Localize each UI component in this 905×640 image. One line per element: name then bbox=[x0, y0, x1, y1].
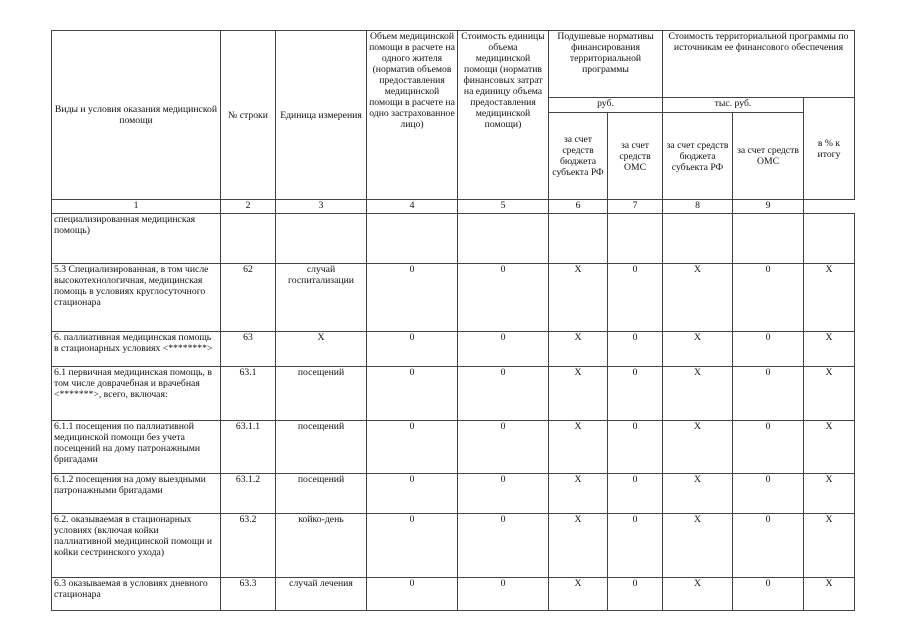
table-row bbox=[52, 578, 855, 611]
row-name: 6.3 оказываемая в условиях дневного стационара bbox=[52, 578, 221, 611]
row-name: специализированная медицинская помощь) bbox=[52, 214, 221, 264]
row-name: 6.2. оказываемая в стационарных условиях (включая койки паллиативной медицинской помощи и койки сестринского ухода) bbox=[52, 514, 221, 578]
volume-value: 0 bbox=[367, 421, 458, 474]
row-unit: койко-день bbox=[276, 514, 367, 578]
total-budget: X bbox=[663, 474, 733, 514]
column-number: 7 bbox=[608, 200, 663, 214]
document-page bbox=[51, 30, 855, 611]
per-capita-oms bbox=[608, 214, 663, 264]
cost-value: 0 bbox=[458, 332, 549, 367]
per-capita-budget: X bbox=[549, 514, 608, 578]
total-budget: X bbox=[663, 421, 733, 474]
total-percent: X bbox=[804, 367, 855, 421]
header-budget-total: за счет средств бюджета субъекта РФ bbox=[663, 113, 733, 200]
row-unit: посещений bbox=[276, 421, 367, 474]
header-row-number: № строки bbox=[221, 31, 276, 200]
total-oms: 0 bbox=[733, 514, 804, 578]
cost-value: 0 bbox=[458, 367, 549, 421]
total-percent: X bbox=[804, 421, 855, 474]
financing-table bbox=[51, 30, 855, 611]
row-unit: случай госпитализации bbox=[276, 264, 367, 332]
total-budget: X bbox=[663, 578, 733, 611]
per-capita-budget: X bbox=[549, 367, 608, 421]
total-percent: X bbox=[804, 514, 855, 578]
column-number: 2 bbox=[221, 200, 276, 214]
table-row bbox=[52, 214, 855, 264]
total-oms: 0 bbox=[733, 264, 804, 332]
header-oms-total: за счет средств ОМС bbox=[733, 113, 804, 200]
total-oms: 0 bbox=[733, 474, 804, 514]
volume-value: 0 bbox=[367, 332, 458, 367]
header-per-capita: Подушевые нормативы финансирования территориальной программы bbox=[549, 31, 663, 98]
header-unit: Единица измерения bbox=[276, 31, 367, 200]
volume-value: 0 bbox=[367, 578, 458, 611]
row-name: 5.3 Специализированная, в том числе высокотехнологичная, медицинская помощь в условиях круглосуточного стационара bbox=[52, 264, 221, 332]
row-number bbox=[221, 214, 276, 264]
total-budget: X bbox=[663, 264, 733, 332]
row-name: 6.1.1 посещения по паллиативной медицинской помощи без учета посещений на дому патронажными бригадами bbox=[52, 421, 221, 474]
column-number: 6 bbox=[549, 200, 608, 214]
per-capita-oms: 0 bbox=[608, 421, 663, 474]
header-percent: в % к итогу bbox=[804, 98, 855, 200]
header-thous-rub: тыс. руб. bbox=[663, 98, 804, 113]
row-name: 6.1.2 посещения на дому выездными патронажными бригадами bbox=[52, 474, 221, 514]
table-row bbox=[52, 264, 855, 332]
row-name: 6.1 первичная медицинская помощь, в том числе доврачебная и врачебная <*******>, всего, включая: bbox=[52, 367, 221, 421]
row-number: 63.1 bbox=[221, 367, 276, 421]
header-territorial: Стоимость территориальной программы по источникам ее финансового обеспечения bbox=[663, 31, 855, 98]
volume-value bbox=[367, 214, 458, 264]
row-name: 6. паллиативная медицинская помощь в стационарных условиях <********> bbox=[52, 332, 221, 367]
per-capita-oms: 0 bbox=[608, 514, 663, 578]
column-number: 4 bbox=[367, 200, 458, 214]
column-number: 5 bbox=[458, 200, 549, 214]
volume-value: 0 bbox=[367, 474, 458, 514]
cost-value: 0 bbox=[458, 421, 549, 474]
row-unit: X bbox=[276, 332, 367, 367]
table-row bbox=[52, 367, 855, 421]
header-row-1 bbox=[52, 31, 855, 98]
row-number: 63.1.1 bbox=[221, 421, 276, 474]
table-row bbox=[52, 332, 855, 367]
column-number: 3 bbox=[276, 200, 367, 214]
column-number: 9 bbox=[733, 200, 804, 214]
row-unit bbox=[276, 214, 367, 264]
volume-value: 0 bbox=[367, 264, 458, 332]
row-unit: посещений bbox=[276, 367, 367, 421]
row-unit: посещений bbox=[276, 474, 367, 514]
per-capita-budget: X bbox=[549, 264, 608, 332]
cost-value bbox=[458, 214, 549, 264]
per-capita-oms: 0 bbox=[608, 264, 663, 332]
volume-value: 0 bbox=[367, 367, 458, 421]
per-capita-budget: X bbox=[549, 421, 608, 474]
per-capita-oms: 0 bbox=[608, 367, 663, 421]
total-budget: X bbox=[663, 367, 733, 421]
total-oms: 0 bbox=[733, 367, 804, 421]
total-percent: X bbox=[804, 264, 855, 332]
per-capita-budget: X bbox=[549, 474, 608, 514]
total-oms bbox=[733, 214, 804, 264]
header-rub: руб. bbox=[549, 98, 663, 113]
column-number: 1 bbox=[52, 200, 221, 214]
column-number: 8 bbox=[663, 200, 733, 214]
row-number: 62 bbox=[221, 264, 276, 332]
table-row bbox=[52, 474, 855, 514]
cost-value: 0 bbox=[458, 578, 549, 611]
per-capita-budget: X bbox=[549, 332, 608, 367]
total-budget: X bbox=[663, 332, 733, 367]
per-capita-oms: 0 bbox=[608, 578, 663, 611]
total-percent: X bbox=[804, 332, 855, 367]
row-number: 63.2 bbox=[221, 514, 276, 578]
per-capita-budget bbox=[549, 214, 608, 264]
header-budget-per-capita: за счет средств бюджета субъекта РФ bbox=[549, 113, 608, 200]
header-volume: Объем медицинской помощи в расчете на одного жителя (норматив объемов предоставления медицинской помощи в расчете на одно застрахованное лицо) bbox=[367, 31, 458, 200]
column-numbers-row bbox=[52, 200, 855, 214]
header-kinds: Виды и условия оказания медицинской помощи bbox=[52, 31, 221, 200]
total-budget bbox=[663, 214, 733, 264]
row-number: 63.1.2 bbox=[221, 474, 276, 514]
header-cost: Стоимость единицы объема медицинской помощи (норматив финансовых затрат на единицу объема предоставления медицинской помощи) bbox=[458, 31, 549, 200]
total-percent: X bbox=[804, 578, 855, 611]
row-unit: случай лечения bbox=[276, 578, 367, 611]
header-oms-per-capita: за счет средств ОМС bbox=[608, 113, 663, 200]
table-row bbox=[52, 514, 855, 578]
total-oms: 0 bbox=[733, 332, 804, 367]
total-oms: 0 bbox=[733, 578, 804, 611]
total-oms: 0 bbox=[733, 421, 804, 474]
row-number: 63.3 bbox=[221, 578, 276, 611]
row-number: 63 bbox=[221, 332, 276, 367]
total-percent bbox=[804, 214, 855, 264]
per-capita-oms: 0 bbox=[608, 332, 663, 367]
volume-value: 0 bbox=[367, 514, 458, 578]
total-budget: X bbox=[663, 514, 733, 578]
cost-value: 0 bbox=[458, 264, 549, 332]
per-capita-budget: X bbox=[549, 578, 608, 611]
cost-value: 0 bbox=[458, 474, 549, 514]
per-capita-oms: 0 bbox=[608, 474, 663, 514]
cost-value: 0 bbox=[458, 514, 549, 578]
total-percent: X bbox=[804, 474, 855, 514]
table-row bbox=[52, 421, 855, 474]
